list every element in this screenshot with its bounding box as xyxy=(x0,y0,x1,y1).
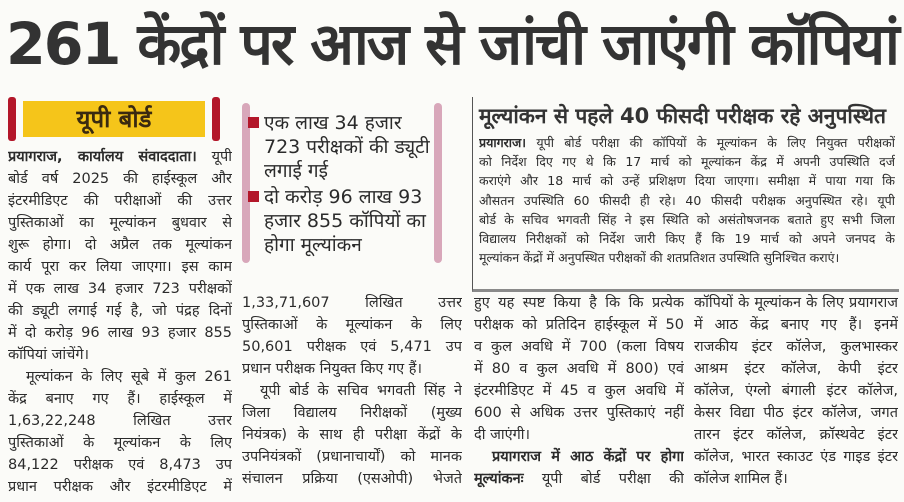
text-line: पुस्तिकाओं का मूल्यांकन बुधवार से xyxy=(8,215,232,231)
text-line: इंटरमीडिएट में 45 व कुल अवधि में xyxy=(474,383,684,399)
tag-bar-right xyxy=(212,97,220,141)
text-line: मूल्यांकन के लिए सूबे में कुल 261 xyxy=(26,369,232,385)
line-text: यूपी बोर्ड परीक्षा की कॉपियों के मूल्यांकन के लिए नियुक्त परीक्षकों xyxy=(526,135,895,150)
text-line: में 80 व कुल अवधि में 800) एवं xyxy=(474,361,684,377)
sidebar-article xyxy=(472,97,899,292)
text-line: कॉलेज, एंग्लो बंगाली इंटर कॉलेज, xyxy=(694,383,898,399)
text-line: आश्रम इंटर कॉलेज, केपी इंटर xyxy=(694,361,898,377)
tag-bar-left xyxy=(8,97,16,141)
column-1 xyxy=(8,146,232,498)
text-line xyxy=(479,133,895,152)
highlight-bar-right xyxy=(434,103,442,263)
highlights-box xyxy=(242,103,442,263)
text-line: संचालन प्रक्रिया (एसओपी) भेजते xyxy=(242,471,462,487)
text-line: 1,33,71,607 लिखित उत्तर xyxy=(242,295,462,311)
text-line: कॉलेज, भारत स्काउट एंड गाइड इंटर xyxy=(694,449,898,465)
text-line: यूपी बोर्ड के सचिव भगवती सिंह ने xyxy=(260,383,462,399)
text-line: विद्यालय निरीक्षकों को निर्देश जारी किए हैं कि 19 मार्च को अपने जनपद के xyxy=(479,230,895,246)
text-line: 84,122 परीक्षक एवं 8,473 उप xyxy=(8,457,232,473)
sidebar-body xyxy=(479,133,895,267)
text-line: राजकीय इंटर कॉलेज, कुलभास्कर xyxy=(694,339,898,355)
subhead: मूल्यांकनः xyxy=(474,471,524,487)
text-line: परीक्षक को प्रतिदिन हाईस्कूल में 50 xyxy=(474,317,684,333)
text-line: केसर विद्या पीठ इंटर कॉलेज, जगत xyxy=(694,405,898,421)
section-tag-label: यूपी बोर्ड xyxy=(23,101,205,137)
text-line: बोर्ड वर्ष 2025 की हाईस्कूल और xyxy=(8,171,232,187)
headline: 261 केंद्रों पर आज से जांची जाएंगी कॉपियां xyxy=(6,10,898,78)
text-line: कॉपियों के मूल्यांकन के लिए प्रयागराज xyxy=(694,295,898,311)
text-line: में एक लाख 34 हजार 723 परीक्षकों xyxy=(8,281,232,297)
text-line: को निर्देश दिए गए थे कि 17 मार्च को मूल्यांकन केंद्र में अपनी उपस्थिति दर्ज xyxy=(479,154,895,170)
text-line: पुस्तिकाओं के मूल्यांकन के लिए xyxy=(8,435,232,451)
column-4 xyxy=(694,292,898,490)
text-line: कॉपियां जांचेंगे। xyxy=(8,347,90,363)
text-line: कराएंगे और 18 मार्च को उन्हें प्रशिक्षण दिया जाएगा। समीक्षा में पाया गया कि xyxy=(479,173,895,189)
text-line: व कुल अवधि में 700 (कला विषय xyxy=(474,339,684,355)
column-3 xyxy=(474,292,684,490)
text-line: प्रधान परीक्षक नियुक्त किए गए हैं। xyxy=(242,361,423,377)
text-line xyxy=(474,468,684,490)
sidebar-headline: मूल्यांकन से पहले 40 फीसदी परीक्षक रहे अनुपस्थित xyxy=(479,104,886,128)
text-line: दी जाएंगी। xyxy=(474,427,531,443)
highlight-text: दो करोड़ 96 लाख 93 हजार 855 कॉपियों का होगा मूल्यांकन xyxy=(264,186,426,256)
text-line: तारन इंटर कॉलेज, क्रॉस्थवेट इंटर xyxy=(694,427,898,443)
text-line: 50,601 परीक्षक एवं 5,471 उप xyxy=(242,339,462,355)
subhead: प्रयागराज में आठ केंद्रों पर होगा xyxy=(492,449,684,465)
text-line: हुए यह स्पष्ट किया है कि कि प्रत्येक xyxy=(474,295,684,311)
text-line: में दो करोड़ 96 लाख 93 हजार 855 xyxy=(8,325,232,341)
text-line: 600 से अधिक उत्तर पुस्तिकाएं नहीं xyxy=(474,405,684,421)
line-text: यूपी xyxy=(196,149,232,165)
subhead-line xyxy=(474,446,684,468)
text-line: शुरू होगा। दो अप्रैल तक मूल्यांकन xyxy=(8,237,232,253)
text-line: इंटरमीडिएट की परीक्षाओं की उत्तर xyxy=(8,193,232,209)
highlight-text: एक लाख 34 हजार 723 परीक्षकों की ड्यूटी लगाई गई xyxy=(264,112,430,182)
dateline: प्रयागराज। xyxy=(479,135,527,150)
text-line: केंद्र बनाए गए हैं। हाईस्कूल में xyxy=(8,391,232,407)
text-line: 1,63,22,248 लिखित उत्तर xyxy=(8,413,232,429)
text-line: पुस्तिकाओं के मूल्यांकन के लिए xyxy=(242,317,462,333)
text-line: औसतन उपस्थिति 60 फीसदी ही रहे। 40 फीसदी परीक्षक अनुपस्थित रहे। यूपी xyxy=(479,192,895,208)
text-line: कॉलेज शामिल हैं। xyxy=(694,471,788,487)
text-line: बोर्ड के सचिव भगवती सिंह ने इस स्थिति को असंतोषजनक बताते हुए सभी जिला xyxy=(479,211,895,227)
line-text: यूपी बोर्ड परीक्षा की xyxy=(523,471,684,487)
section-tag xyxy=(8,97,220,141)
text-line: नियंत्रक) के साथ ही परीक्षा केंद्रों के xyxy=(242,427,462,443)
highlight-item xyxy=(264,185,434,257)
column-2 xyxy=(242,292,462,490)
text-line: उपनियंत्रकों (प्रधानाचार्यों) को मानक xyxy=(242,449,462,465)
text-line xyxy=(8,146,232,168)
dateline: प्रयागराज, कार्यालय संवाददाता। xyxy=(8,149,197,165)
highlight-item xyxy=(264,111,434,183)
text-line: मूल्यांकन केंद्रों में अनुपस्थित परीक्षकों की शतप्रतिशत उपस्थिति सुनिश्चित कराएं। xyxy=(479,250,840,266)
text-line: जिला विद्यालय निरीक्षकों (मुख्य xyxy=(242,405,462,421)
text-line: की ड्यूटी लगाई गई है, जो पंद्रह दिनों xyxy=(8,303,232,319)
text-line: में आठ केंद्र बनाए गए हैं। इनमें xyxy=(694,317,898,333)
bullet-square-icon xyxy=(248,191,259,202)
text-line: कार्य पूरा कर लिया जाएगा। इस काम xyxy=(8,259,232,275)
text-line: प्रधान परीक्षक और इंटरमीडिएट में xyxy=(8,479,232,495)
bullet-square-icon xyxy=(248,117,259,128)
